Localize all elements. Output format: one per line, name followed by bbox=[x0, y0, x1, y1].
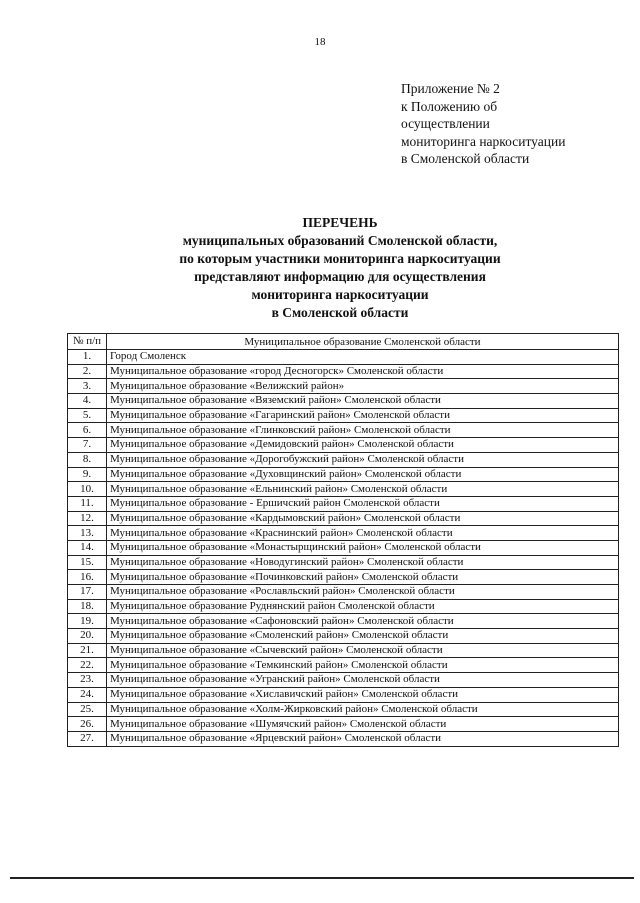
row-number: 18. bbox=[68, 599, 107, 614]
row-number: 10. bbox=[68, 482, 107, 497]
row-number: 5. bbox=[68, 408, 107, 423]
row-number: 27. bbox=[68, 731, 107, 746]
row-municipality: Муниципальное образование «Рославльский район» Смоленской области bbox=[107, 585, 619, 600]
header-number: № п/п bbox=[68, 334, 107, 350]
table-row bbox=[68, 702, 619, 717]
row-number: 19. bbox=[68, 614, 107, 629]
row-number: 11. bbox=[68, 496, 107, 511]
row-number: 9. bbox=[68, 467, 107, 482]
row-municipality: Муниципальное образование Руднянский район Смоленской области bbox=[107, 599, 619, 614]
table-row bbox=[68, 658, 619, 673]
row-municipality: Муниципальное образование «Холм-Жирковский район» Смоленской области bbox=[107, 702, 619, 717]
row-municipality: Муниципальное образование «Новодугинский район» Смоленской области bbox=[107, 555, 619, 570]
table-row bbox=[68, 526, 619, 541]
table-row bbox=[68, 482, 619, 497]
row-number: 13. bbox=[68, 526, 107, 541]
heading-line: муниципальных образований Смоленской области, bbox=[182, 233, 498, 248]
table-row bbox=[68, 350, 619, 365]
row-number: 25. bbox=[68, 702, 107, 717]
row-municipality: Муниципальное образование «Угранский район» Смоленской области bbox=[107, 673, 619, 688]
row-municipality: Муниципальное образование «Глинковский район» Смоленской области bbox=[107, 423, 619, 438]
heading-line: мониторинга наркоситуации bbox=[251, 287, 429, 302]
page-number: 18 bbox=[314, 36, 326, 48]
row-number: 21. bbox=[68, 643, 107, 658]
appendix-line: осуществлении bbox=[401, 116, 490, 131]
row-number: 14. bbox=[68, 540, 107, 555]
row-municipality: Муниципальное образование «Кардымовский район» Смоленской области bbox=[107, 511, 619, 526]
row-municipality: Муниципальное образование «Дорогобужский район» Смоленской области bbox=[107, 452, 619, 467]
row-municipality: Муниципальное образование «Велижский район» bbox=[107, 379, 619, 394]
row-number: 22. bbox=[68, 658, 107, 673]
table-row bbox=[68, 585, 619, 600]
heading-line: в Смоленской области bbox=[271, 305, 409, 320]
row-municipality: Муниципальное образование - Ершичский район Смоленской области bbox=[107, 496, 619, 511]
row-number: 15. bbox=[68, 555, 107, 570]
header-municipality: Муниципальное образование Смоленской области bbox=[107, 334, 619, 350]
table-row bbox=[68, 496, 619, 511]
table-row bbox=[68, 540, 619, 555]
row-municipality: Муниципальное образование «Ярцевский район» Смоленской области bbox=[107, 731, 619, 746]
row-number: 7. bbox=[68, 438, 107, 453]
row-municipality: Муниципальное образование «Смоленский район» Смоленской области bbox=[107, 629, 619, 644]
appendix-line: мониторинга наркоситуации bbox=[401, 133, 566, 149]
row-number: 8. bbox=[68, 452, 107, 467]
heading-line: представляют информацию для осуществления bbox=[194, 269, 486, 284]
row-municipality: Муниципальное образование «Хиславичский район» Смоленской области bbox=[107, 687, 619, 702]
row-municipality: Город Смоленск bbox=[107, 350, 619, 365]
row-municipality: Муниципальное образование «Шумячский район» Смоленской области bbox=[107, 717, 619, 732]
bottom-rule bbox=[10, 877, 634, 879]
table-row bbox=[68, 394, 619, 409]
table-row bbox=[68, 673, 619, 688]
row-number: 1. bbox=[68, 350, 107, 365]
row-municipality: Муниципальное образование «Демидовский район» Смоленской области bbox=[107, 438, 619, 453]
table-header-row bbox=[68, 334, 619, 350]
row-number: 23. bbox=[68, 673, 107, 688]
municipalities-table bbox=[67, 333, 619, 747]
row-number: 16. bbox=[68, 570, 107, 585]
row-municipality: Муниципальное образование «Монастырщинский район» Смоленской области bbox=[107, 540, 619, 555]
table-row bbox=[68, 555, 619, 570]
row-number: 4. bbox=[68, 394, 107, 409]
appendix-line: Приложение № 2 bbox=[401, 81, 500, 96]
table-row bbox=[68, 570, 619, 585]
appendix-line: к Положению об bbox=[401, 98, 498, 114]
table-row bbox=[68, 643, 619, 658]
heading-line: ПЕРЕЧЕНЬ bbox=[302, 215, 378, 230]
appendix-line: в Смоленской области bbox=[401, 151, 530, 166]
row-municipality: Муниципальное образование «Краснинский район» Смоленской области bbox=[107, 526, 619, 541]
row-number: 24. bbox=[68, 687, 107, 702]
row-number: 17. bbox=[68, 585, 107, 600]
table-row bbox=[68, 423, 619, 438]
table-row bbox=[68, 467, 619, 482]
appendix-block bbox=[401, 80, 621, 168]
row-municipality: Муниципальное образование «Починковский район» Смоленской области bbox=[107, 570, 619, 585]
table-row bbox=[68, 717, 619, 732]
row-number: 12. bbox=[68, 511, 107, 526]
row-municipality: Муниципальное образование «Вяземский район» Смоленской области bbox=[107, 394, 619, 409]
row-municipality: Муниципальное образование «Темкинский район» Смоленской области bbox=[107, 658, 619, 673]
document-heading bbox=[60, 214, 620, 322]
row-number: 6. bbox=[68, 423, 107, 438]
row-municipality: Муниципальное образование «Ельнинский район» Смоленской области bbox=[107, 482, 619, 497]
table-row bbox=[68, 364, 619, 379]
row-municipality: Муниципальное образование «Духовщинский район» Смоленской области bbox=[107, 467, 619, 482]
table-row bbox=[68, 438, 619, 453]
row-municipality: Муниципальное образование «Сычевский район» Смоленской области bbox=[107, 643, 619, 658]
heading-line: по которым участники мониторинга наркоситуации bbox=[179, 251, 501, 266]
table-row bbox=[68, 629, 619, 644]
row-number: 2. bbox=[68, 364, 107, 379]
table-row bbox=[68, 408, 619, 423]
row-number: 26. bbox=[68, 717, 107, 732]
row-number: 20. bbox=[68, 629, 107, 644]
table-row bbox=[68, 452, 619, 467]
row-number: 3. bbox=[68, 379, 107, 394]
row-municipality: Муниципальное образование «город Десногорск» Смоленской области bbox=[107, 364, 619, 379]
table-row bbox=[68, 599, 619, 614]
table-row bbox=[68, 379, 619, 394]
table-body bbox=[68, 350, 619, 747]
row-municipality: Муниципальное образование «Сафоновский район» Смоленской области bbox=[107, 614, 619, 629]
row-municipality: Муниципальное образование «Гагаринский район» Смоленской области bbox=[107, 408, 619, 423]
table-row bbox=[68, 511, 619, 526]
table-row bbox=[68, 731, 619, 746]
table-row bbox=[68, 614, 619, 629]
table-row bbox=[68, 687, 619, 702]
